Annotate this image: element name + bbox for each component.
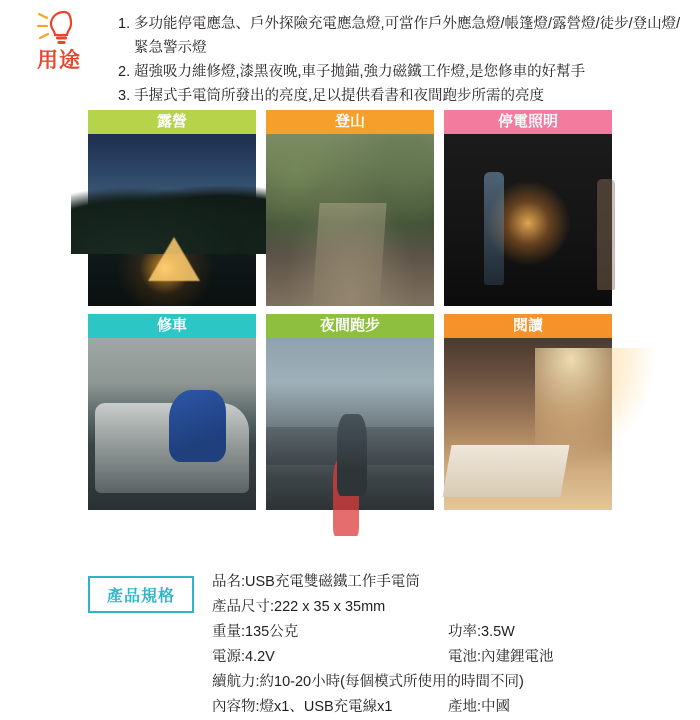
gallery-caption: 登山 <box>266 110 434 134</box>
spec-row <box>212 645 648 670</box>
specification-badge: 產品規格 <box>88 576 194 613</box>
spec-cell <box>448 670 648 695</box>
spec-row <box>212 670 648 695</box>
usage-item-text: 手握式手電筒所發出的亮度,足以提供看書和夜間跑步所需的亮度 <box>134 88 545 105</box>
gallery-item <box>88 110 256 306</box>
gallery-item <box>88 314 256 510</box>
desk-reading-photo <box>444 338 612 510</box>
usage-item <box>118 60 688 84</box>
usage-item-number: 2. <box>118 64 131 81</box>
camping-tent-night-photo <box>88 134 256 306</box>
usage-gallery <box>88 110 612 510</box>
spec-cell: 續航力:約10-20小時(每個模式所使用的時間不同) <box>212 673 524 690</box>
gallery-item <box>266 314 434 510</box>
usage-list <box>118 0 700 108</box>
gallery-item <box>444 314 612 510</box>
usage-item-number: 3. <box>118 88 131 105</box>
gallery-caption: 夜間跑步 <box>266 314 434 338</box>
spec-cell <box>448 570 648 595</box>
spec-cell: 內容物:燈x1、USB充電線x1 <box>212 698 393 715</box>
blackout-candle-photo <box>444 134 612 306</box>
usage-section <box>0 0 700 106</box>
spec-cell: 產地:中國 <box>448 698 511 715</box>
usage-item-text: 多功能停電應急、戶外探險充電應急燈,可當作戶外應急燈/帳篷燈/露營燈/徒步/登山燈/緊急警示燈 <box>134 16 681 57</box>
spec-row <box>212 620 648 645</box>
lightbulb-icon <box>36 8 82 46</box>
gallery-caption: 修車 <box>88 314 256 338</box>
gallery-caption: 露營 <box>88 110 256 134</box>
spec-cell: 品名:USB充電雙磁鐵工作手電筒 <box>212 574 420 590</box>
gallery-item <box>266 110 434 306</box>
car-repair-photo <box>88 338 256 510</box>
spec-cell: 功率:3.5W <box>448 623 515 640</box>
spec-cell: 電池:內建鋰電池 <box>448 648 554 665</box>
spec-row <box>212 570 648 595</box>
specification-section <box>88 570 648 720</box>
gallery-caption: 閱讀 <box>444 314 612 338</box>
usage-item <box>118 12 688 60</box>
usage-item-text: 超強吸力維修燈,漆黑夜晚,車子拋錨,強力磁鐵工作燈,是您修車的好幫手 <box>134 64 586 81</box>
usage-badge <box>0 0 118 73</box>
usage-label: 用途 <box>37 49 81 72</box>
usage-item-number: 1. <box>118 16 131 32</box>
spec-cell: 重量:135公克 <box>212 623 299 640</box>
gallery-caption: 停電照明 <box>444 110 612 134</box>
gallery-item <box>444 110 612 306</box>
night-running-photo <box>266 338 434 510</box>
usage-item <box>118 84 688 108</box>
spec-row <box>212 695 648 720</box>
spec-row <box>212 595 648 620</box>
hiking-trail-photo <box>266 134 434 306</box>
spec-cell <box>448 595 648 620</box>
specification-list <box>194 570 648 720</box>
spec-cell: 電源:4.2V <box>212 648 275 665</box>
spec-cell: 產品尺寸:222 x 35 x 35mm <box>212 598 386 615</box>
